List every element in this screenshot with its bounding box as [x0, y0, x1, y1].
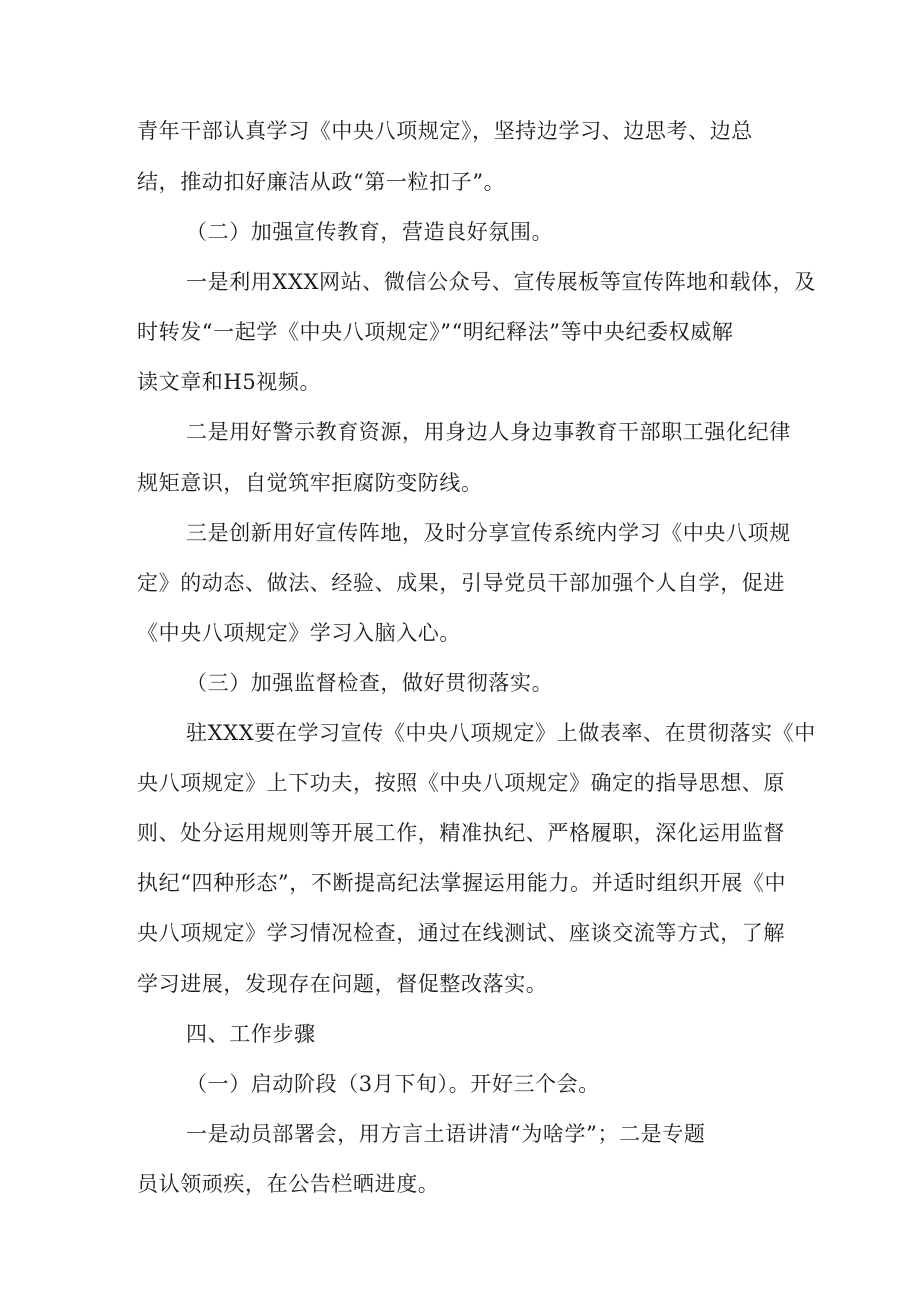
body-text-line: 央八项规定》学习情况检查，通过在线测试、座谈交流等方式，了解: [137, 921, 785, 945]
body-text-line: 驻XXX要在学习宣传《中央八项规定》上做表率、在贯彻落实《中: [186, 721, 816, 745]
body-text-line: 读文章和H5视频。: [137, 370, 322, 394]
body-text-line: 央八项规定》上下功夫，按照《中央八项规定》确定的指导思想、原: [137, 771, 785, 795]
body-text-line: 二是用好警示教育资源，用身边人身边事教育干部职工强化纪律: [186, 420, 791, 444]
section-heading: （三）加强监督检查，做好贯彻落实。: [186, 671, 554, 695]
body-text-line: 员认领顽疾，在公告栏晒进度。: [137, 1172, 440, 1196]
section-heading: （二）加强宣传教育，营造良好氛围。: [186, 220, 554, 244]
body-text-line: 一是利用XXX网站、微信公众号、宣传展板等宣传阵地和载体，及: [186, 270, 816, 294]
body-text-line: 执纪“四种形态”，不断提高纪法掌握运用能力。并适时组织开展《中: [137, 871, 787, 895]
body-text-line: 学习进展，发现存在问题，督促整改落实。: [137, 972, 548, 996]
body-text-line: 《中央八项规定》学习入脑入心。: [137, 621, 461, 645]
body-text-line: 一是动员部署会，用方言土语讲清“为啥学”；二是专题: [186, 1122, 706, 1146]
body-text-line: 青年干部认真学习《中央八项规定》，坚持边学习、边思考、边总: [137, 119, 753, 143]
section-heading: 四、工作步骤: [186, 1022, 316, 1046]
body-text-line: 规矩意识，自觉筑牢拒腐防变防线。: [137, 471, 483, 495]
body-text-line: 时转发“一起学《中央八项规定》”“明纪释法”等中央纪委权威解: [137, 320, 734, 344]
subsection-heading: （一）启动阶段（3月下旬）。开好三个会。: [186, 1072, 600, 1096]
body-text-line: 则、处分运用规则等开展工作，精准执纪、严格履职，深化运用监督: [137, 821, 785, 845]
body-text-line: 定》的动态、做法、经验、成果，引导党员干部加强个人自学，促进: [137, 571, 785, 595]
body-text-line: 三是创新用好宣传阵地，及时分享宣传系统内学习《中央八项规: [186, 521, 791, 545]
body-text-line: 结，推动扣好廉洁从政“第一粒扣子”。: [137, 170, 506, 194]
